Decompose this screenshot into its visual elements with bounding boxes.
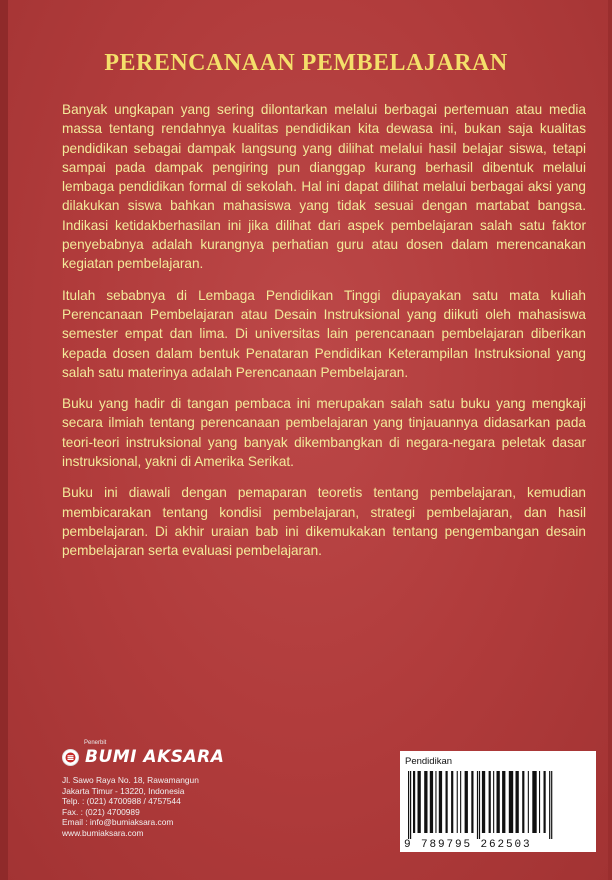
synopsis-paragraph: Buku ini diawali dengan pemaparan teoretis tentang pembelajaran, kemudian membicarakan tentang kondisi pembelajaran, strategi pembelajaran, dan hasil pembelajaran. Di akhir uraian bab ini dikemukakan tentang pengembangan desain pembelajaran serta evaluasi pembelajaran. — [62, 485, 586, 559]
page-edge — [608, 0, 612, 880]
email-line: Email : info@bumiaksara.com — [62, 817, 174, 828]
synopsis — [62, 100, 586, 573]
barcode-category: Pendidikan — [405, 756, 453, 767]
publisher-kicker: Penerbit — [84, 740, 107, 746]
isbn-number: 9 789795 262503 — [404, 839, 532, 851]
phone-line: Telp. : (021) 4700988 / 4757544 — [62, 796, 181, 807]
book-title: PERENCANAAN PEMBELAJARAN — [104, 50, 508, 76]
publisher-name: BUMI AKSARA — [85, 747, 225, 767]
synopsis-paragraph: Itulah sebabnya di Lembaga Pendidikan Tinggi diupayakan satu mata kuliah Perencanaan Pembelajaran atau Desain Instruksional yang diikuti oleh mahasiswa semester empat dan lima. Di universitas lain perencanaan pembelajaran diberikan kepada dosen dalam bentuk Penataran Pendidikan Keterampilan Instruksional yang salah satu materinya adalah Perencanaan Pembelajaran. — [62, 287, 586, 380]
barcode-box — [400, 751, 596, 852]
synopsis-paragraph: Banyak ungkapan yang sering dilontarkan melalui berbagai pertemuan atau media massa tentang rendahnya kualitas pendidikan kita dewasa ini, bukan saja kualitas pendidikan sebagai dampak langsung yang dilihat melalui hasil belajar siswa, tetapi sampai pada dampak pengiring pun dianggap kurang berhasil dibentuk melalui lembaga pendidikan formal di sekolah. Hal ini dapat dilihat melalui berbagai aksi yang dilakukan siswa bahkan mahasiswa yang tidak sesuai dengan martabat bangsa. Indikasi ketidakberhasilan ini jika dilihat dari aspek pembelajaran salah satu faktor penyebabnya adalah kurangnya perhatian guru atau dosen dalam merencanakan kegiatan pembelajaran. — [62, 102, 586, 272]
fax-line: Fax. : (021) 4700989 — [62, 806, 140, 817]
synopsis-paragraph: Buku yang hadir di tangan pembaca ini merupakan salah satu buku yang mengkaji secara ilmiah tentang perencanaan pembelajaran yang tinjauannya didasarkan pada teori-teori instruksional yang banyak dikembangkan di negara-negara peletak dasar instruksional, yakni di Amerika Serikat. — [62, 396, 586, 470]
address-line: Jl. Sawo Raya No. 18, Rawamangun — [62, 775, 199, 785]
address-line: Jakarta Timur - 13220, Indonesia — [62, 785, 185, 796]
publisher-block — [62, 740, 322, 839]
publisher-address — [62, 775, 322, 839]
spine-edge — [0, 0, 8, 880]
website-line: www.bumiaksara.com — [62, 827, 144, 838]
publisher-logo-row — [62, 747, 322, 767]
barcode-bars — [404, 771, 592, 839]
publisher-logo-icon — [62, 749, 79, 766]
